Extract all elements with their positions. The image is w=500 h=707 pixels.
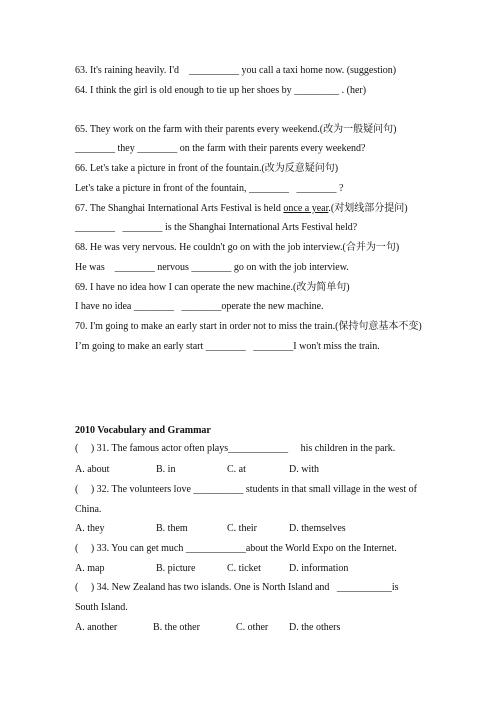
option-c: C. other bbox=[236, 622, 269, 633]
option-b: B. in bbox=[156, 464, 176, 475]
answer-line-69: I have no idea ________ ________operate the new machine. bbox=[75, 301, 324, 312]
options-33 bbox=[75, 563, 435, 575]
option-d: D. themselves bbox=[289, 523, 346, 534]
question-69: 69. I have no idea how I can operate the new machine.(改为简单句) bbox=[75, 282, 350, 293]
section-heading: 2010 Vocabulary and Grammar bbox=[75, 425, 211, 436]
question-34-continued: South Island. bbox=[75, 602, 128, 613]
option-a: A. map bbox=[75, 563, 105, 574]
option-b: B. the other bbox=[153, 622, 200, 633]
question-64: 64. I think the girl is old enough to tie up her shoes by _________ . (her) bbox=[75, 85, 367, 96]
option-c: C. ticket bbox=[227, 563, 261, 574]
options-31 bbox=[75, 464, 435, 476]
question-67 bbox=[75, 203, 408, 215]
option-a: A. about bbox=[75, 464, 110, 475]
answer-line-70: I’m going to make an early start ________ ________I won't miss the train. bbox=[75, 341, 380, 352]
option-d: D. the others bbox=[289, 622, 341, 633]
question-34: ( ) 34. New Zealand has two islands. One is North Island and ___________is bbox=[75, 582, 399, 593]
answer-line-66: Let's take a picture in front of the fountain, ________ ________ ? bbox=[75, 183, 344, 194]
question-67-underlined: once a year bbox=[283, 203, 329, 214]
question-67-instruction: .(对划线部分提问) bbox=[328, 203, 408, 214]
question-67-text: 67. The Shanghai International Arts Festival is held bbox=[75, 203, 284, 214]
question-70: 70. I'm going to make an early start in order not to miss the train.(保持句意基本不变) bbox=[75, 321, 422, 332]
options-34 bbox=[75, 622, 435, 634]
option-a: A. they bbox=[75, 523, 105, 534]
question-66: 66. Let's take a picture in front of the fountain.(改为反意疑问句) bbox=[75, 163, 339, 174]
question-32-continued: China. bbox=[75, 504, 102, 515]
question-65: 65. They work on the farm with their parents every weekend.(改为一般疑问句) bbox=[75, 124, 397, 135]
option-b: B. them bbox=[156, 523, 188, 534]
answer-line-65: ________ they ________ on the farm with their parents every weekend? bbox=[75, 143, 366, 154]
answer-line-68: He was ________ nervous ________ go on with the job interview. bbox=[75, 262, 349, 273]
option-c: C. their bbox=[227, 523, 257, 534]
question-33: ( ) 33. You can get much ____________about the World Expo on the Internet. bbox=[75, 543, 397, 554]
option-d: D. with bbox=[289, 464, 319, 475]
option-b: B. picture bbox=[156, 563, 196, 574]
question-31: ( ) 31. The famous actor often plays____________ his children in the park. bbox=[75, 443, 396, 454]
option-d: D. information bbox=[289, 563, 349, 574]
answer-line-67: ________ ________ is the Shanghai International Arts Festival held? bbox=[75, 222, 358, 233]
option-c: C. at bbox=[227, 464, 246, 475]
options-32 bbox=[75, 523, 435, 535]
question-68: 68. He was very nervous. He couldn't go on with the job interview.(合并为一句) bbox=[75, 242, 400, 253]
option-a: A. another bbox=[75, 622, 118, 633]
question-63: 63. It's raining heavily. I'd __________ you call a taxi home now. (suggestion) bbox=[75, 65, 397, 76]
question-32: ( ) 32. The volunteers love __________ students in that small village in the west of bbox=[75, 484, 417, 495]
